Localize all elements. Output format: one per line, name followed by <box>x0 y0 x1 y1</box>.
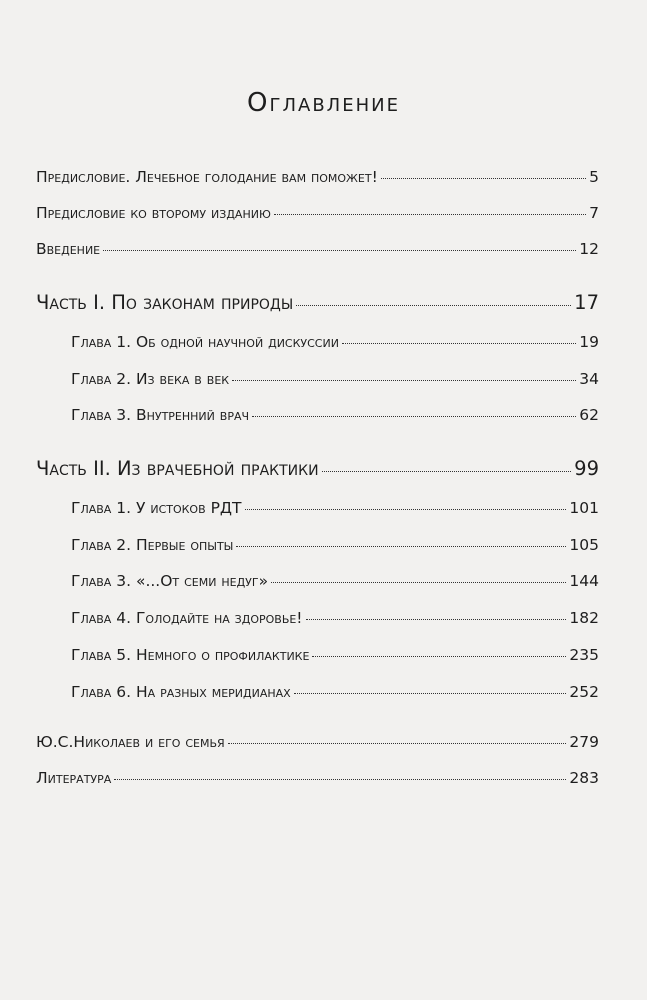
toc-entry-label: Ю.С.Николаев и его семья <box>36 733 225 751</box>
toc-entry-page: 12 <box>579 240 599 258</box>
toc-chapter <box>71 609 599 627</box>
toc-chapter <box>71 536 599 554</box>
toc-chapter <box>71 333 599 351</box>
dot-leader <box>228 743 567 744</box>
dot-leader <box>294 693 567 694</box>
toc-entry-label: Глава 5. Немного о профилактике <box>71 646 310 664</box>
toc-entry-page: 144 <box>569 572 599 590</box>
dot-leader <box>342 343 576 344</box>
toc-chapter <box>71 499 599 517</box>
toc-entry-page: 235 <box>569 646 599 664</box>
dot-leader <box>245 509 567 510</box>
toc-entry-page: 17 <box>574 291 599 314</box>
dot-leader <box>114 779 566 780</box>
toc-chapter <box>71 646 599 664</box>
toc-entry-page: 283 <box>569 769 599 787</box>
toc-entry-page: 99 <box>574 457 599 480</box>
toc-chapter <box>71 370 599 388</box>
toc-entry-page: 7 <box>589 204 599 222</box>
toc-entry-label: Глава 6. На разных меридианах <box>71 683 291 701</box>
toc-chapter <box>71 572 599 590</box>
dot-leader <box>306 619 567 620</box>
toc-entry-page: 34 <box>579 370 599 388</box>
dot-leader <box>312 656 566 657</box>
dot-leader <box>296 305 571 306</box>
dot-leader <box>103 250 576 251</box>
toc-chapter <box>71 406 599 424</box>
dot-leader <box>322 471 572 472</box>
toc-entry <box>36 733 599 751</box>
dot-leader <box>274 214 586 215</box>
dot-leader <box>381 178 586 179</box>
toc-entry-page: 5 <box>589 168 599 186</box>
dot-leader <box>271 582 566 583</box>
toc-entry-label: Предисловие. Лечебное голодание вам поможет! <box>36 168 378 186</box>
toc-entry <box>36 168 599 186</box>
toc-entry-page: 252 <box>569 683 599 701</box>
toc-entry-label: Глава 3. Внутренний врач <box>71 406 250 424</box>
toc-part-label: Часть II. Из врачебной практики <box>36 457 319 480</box>
toc-entry-page: 19 <box>579 333 599 351</box>
dot-leader <box>232 380 576 381</box>
dot-leader <box>236 546 566 547</box>
toc-entry-page: 279 <box>569 733 599 751</box>
toc-entry <box>36 204 599 222</box>
toc-entry-label: Глава 4. Голодайте на здоровье! <box>71 609 303 627</box>
toc-entry-label: Литература <box>36 769 112 787</box>
toc-entry-label: Глава 2. Из века в век <box>71 370 230 388</box>
toc-entry-label: Глава 1. Об одной научной дискуссии <box>71 333 339 351</box>
toc-entry-label: Глава 1. У истоков РДТ <box>71 499 242 517</box>
toc-entry-page: 101 <box>569 499 599 517</box>
toc-part <box>36 457 599 480</box>
toc-part <box>36 291 599 314</box>
toc-entry-page: 182 <box>569 609 599 627</box>
toc-entry <box>36 769 599 787</box>
toc-part-label: Часть I. По законам природы <box>36 291 294 314</box>
toc-entry-label: Глава 3. «...От семи недуг» <box>71 572 269 590</box>
toc-entry-label: Введение <box>36 240 101 258</box>
toc-entry-page: 62 <box>579 406 599 424</box>
dot-leader <box>252 416 576 417</box>
toc-chapter <box>71 683 599 701</box>
toc-entry-label: Глава 2. Первые опыты <box>71 536 234 554</box>
page-title: Оглавление <box>247 88 400 118</box>
toc-entry-label: Предисловие ко второму изданию <box>36 204 271 222</box>
toc-entry <box>36 240 599 258</box>
toc-entry-page: 105 <box>569 536 599 554</box>
